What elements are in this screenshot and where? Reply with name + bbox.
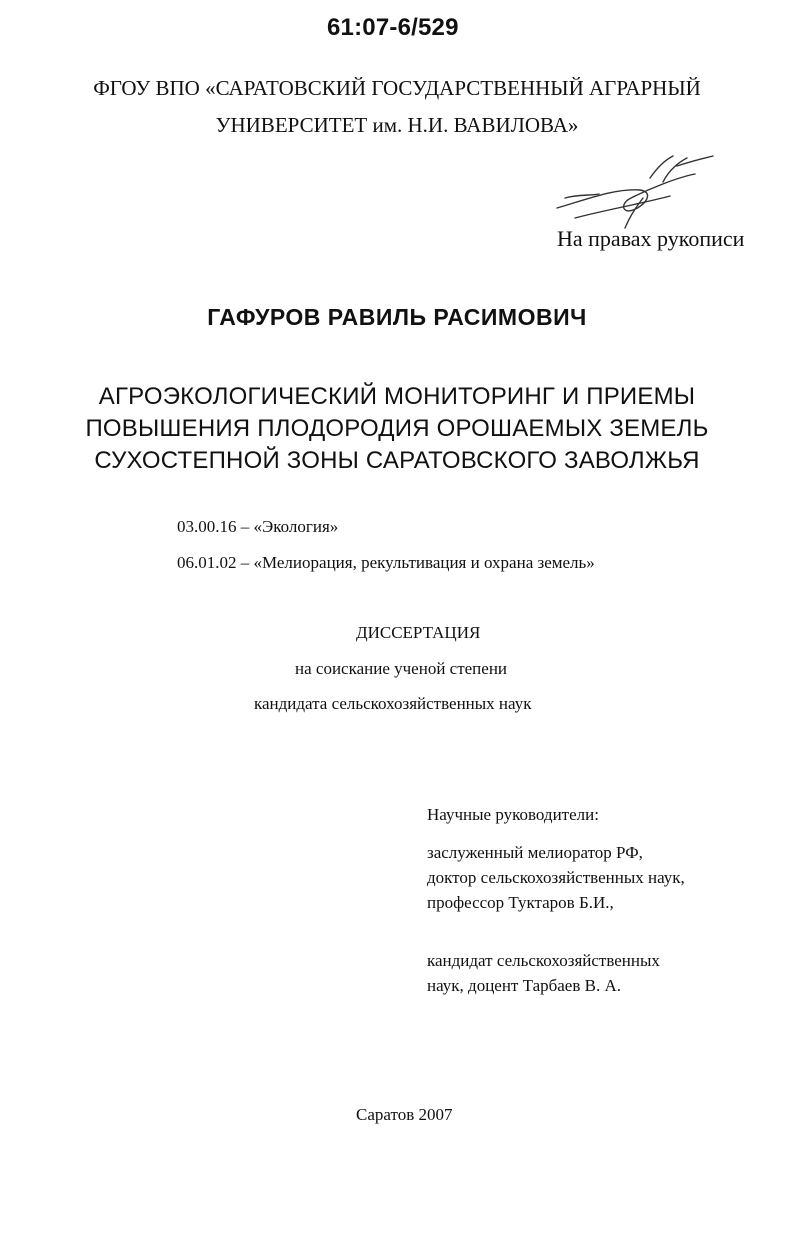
supervisor-1-line-1: заслуженный мелиоратор РФ, [427, 843, 643, 862]
supervisors-heading: Научные руководители: [427, 805, 599, 824]
supervisor-1-line-3: профессор Туктаров Б.И., [427, 893, 614, 912]
dissertation-label: ДИССЕРТАЦИЯ [356, 623, 481, 642]
institution-line-1: ФГОУ ВПО «САРАТОВСКИЙ ГОСУДАРСТВЕННЫЙ АГРАРНЫЙ [93, 76, 701, 100]
specialty-melioration: 06.01.02 – «Мелиорация, рекультивация и охрана земель» [177, 553, 595, 572]
supervisor-2-line-2: наук, доцент Тарбаев В. А. [427, 976, 621, 995]
thesis-title-line-3: СУХОСТЕПНОЙ ЗОНЫ САРАТОВСКОГО ЗАВОЛЖЬЯ [94, 447, 700, 474]
catalog-number: 61:07-6/529 [327, 14, 459, 41]
institution-line-2: УНИВЕРСИТЕТ им. Н.И. ВАВИЛОВА» [215, 113, 579, 137]
author-name: ГАФУРОВ РАВИЛЬ РАСИМОВИЧ [207, 304, 587, 330]
manuscript-rights-note: На правах рукописи [557, 226, 745, 251]
supervisor-2-line-1: кандидат сельскохозяйственных [427, 951, 660, 970]
city-year: Саратов 2007 [356, 1105, 453, 1124]
thesis-title-line-2: ПОВЫШЕНИЯ ПЛОДОРОДИЯ ОРОШАЕМЫХ ЗЕМЕЛЬ [85, 415, 709, 442]
degree-name: кандидата сельскохозяйственных наук [254, 694, 532, 713]
handwritten-signature [545, 148, 715, 236]
degree-purpose: на соискание ученой степени [295, 659, 508, 678]
thesis-title-line-1: АГРОЭКОЛОГИЧЕСКИЙ МОНИТОРИНГ И ПРИЕМЫ [98, 383, 696, 410]
specialty-ecology: 03.00.16 – «Экология» [177, 517, 339, 536]
supervisor-1-line-2: доктор сельскохозяйственных наук, [427, 868, 685, 887]
